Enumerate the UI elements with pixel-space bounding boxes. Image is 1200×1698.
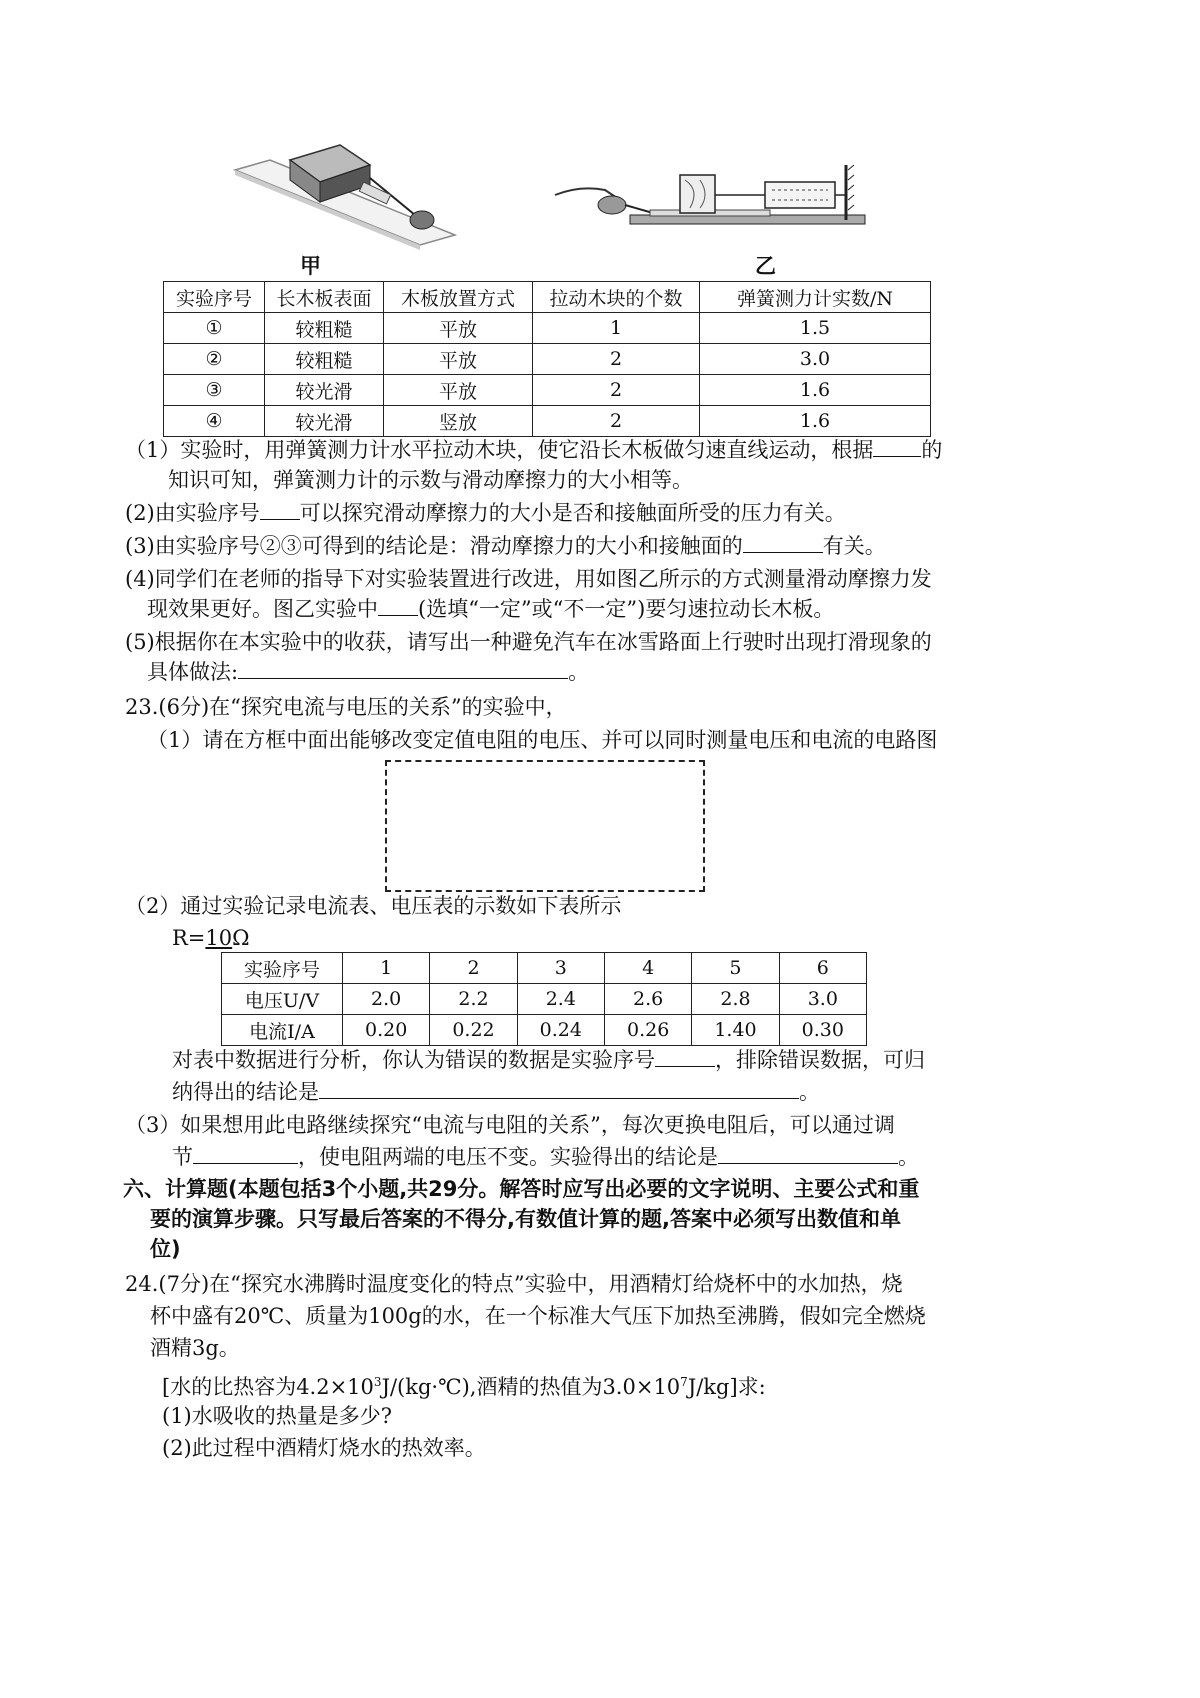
q24-line3: 酒精3g。 [150,1336,240,1360]
q23-p3-text: 节 [172,1145,193,1169]
table-cell: 平放 [384,375,533,406]
table-row [164,375,931,406]
table-row [164,406,931,437]
q23-analysis-line1 [172,1046,925,1074]
answer-blank[interactable] [655,1046,715,1067]
answer-blank[interactable] [260,499,300,520]
q24-sub1: (1)水吸收的热量是多少? [162,1404,393,1428]
q22-part5-line2 [147,658,589,686]
table-cell: 1.40 [692,1015,779,1046]
table-cell: 1.6 [700,375,931,406]
q22-p3-suffix: 有关。 [822,534,886,558]
table-cell: 2 [430,953,517,984]
r-prefix: R= [172,926,206,950]
table-cell: 3 [517,953,604,984]
q24-line2: 杯中盛有20℃、质量为100g的水，在一个标准大气压下加热至沸腾，假如完全燃烧 [150,1304,926,1328]
q22-part5-line1: (5)根据你在本实验中的收获，请写出一种避免汽车在冰雪路面上行驶时出现打滑现象的 [125,630,932,654]
table-cell: 0.30 [779,1015,866,1046]
table-cell: 较粗糙 [265,344,384,375]
q22-part4-line2 [147,595,834,623]
table-row-voltage [222,984,867,1015]
q22-p3-text: (3)由实验序号②③可得到的结论是：滑动摩擦力的大小和接触面的 [125,534,743,558]
r-unit: Ω [232,926,250,950]
table-cell: 5 [692,953,779,984]
table-cell: 2.4 [517,984,604,1015]
answer-blank[interactable] [378,595,418,616]
q22-p5-text: 具体做法: [147,660,239,684]
table-cell: 平放 [384,313,533,344]
given-text-c: J/kg]求: [687,1375,766,1399]
table-cell: 较粗糙 [265,313,384,344]
table-cell: 2 [533,344,700,375]
table-cell: 竖放 [384,406,533,437]
table-cell: ④ [164,406,265,437]
q23-p3-end: 。 [898,1145,919,1169]
q22-part3 [125,532,886,560]
q24-line1: 24.(7分)在“探究水沸腾时温度变化的特点”实验中，用酒精灯给烧杯中的水加热，烧 [125,1272,903,1296]
q23-part3-line2 [172,1143,919,1171]
q22-p1-suffix: 的 [921,438,943,462]
figure-label-yi: 乙 [755,254,776,278]
answer-blank[interactable] [238,658,568,679]
table-cell: 较光滑 [265,406,384,437]
table-cell: 3.0 [779,984,866,1015]
given-exponent: 7 [680,1375,688,1389]
figure-yi-illustration [550,160,870,245]
q23-part3-line1: （3）如果想用此电路继续探究“电流与电阻的关系”，每次更换电阻后，可以通过调 [125,1113,895,1137]
answer-blank[interactable] [743,532,823,553]
table-cell: 1 [533,313,700,344]
q22-part2 [125,499,846,527]
table-row [164,344,931,375]
q22-p4-suffix: (选填“一定”或“不一定”)要匀速拉动长木板。 [418,597,835,621]
table-cell: ② [164,344,265,375]
q22-part1-line1 [125,436,942,464]
figure-jia-illustration [230,140,460,250]
table-cell: ① [164,313,265,344]
section6-header-line3: 位) [150,1237,181,1261]
table-cell: 2.8 [692,984,779,1015]
q22-p1-text: （1）实验时，用弹簧测力计水平拉动木块，使它沿长木板做匀速直线运动，根据 [125,438,874,462]
table-header-cell: 弹簧测力计实数/N [700,282,931,313]
table-header-cell: 拉动木块的个数 [533,282,700,313]
table-cell: 2.0 [343,984,430,1015]
given-exponent: 3 [373,1375,382,1389]
table-row [164,313,931,344]
table-cell: 2.6 [604,984,691,1015]
r-value: 10 [205,926,233,950]
answer-blank[interactable] [718,1143,898,1164]
analysis-conclusion-text: 纳得出的结论是 [172,1080,319,1104]
analysis-text: 对表中数据进行分析，你认为错误的数据是实验序号 [172,1048,655,1072]
q23-part1: （1）请在方框中面出能够改变定值电阻的电压、并可以同时测量电压和电流的电路图 [147,728,938,752]
table-header-row [164,282,931,313]
table-cell: 0.20 [343,1015,430,1046]
table-cell: 平放 [384,344,533,375]
q22-part1-line2: 知识可知，弹簧测力计的示数与滑动摩擦力的大小相等。 [168,468,693,492]
table-row-current [222,1015,867,1046]
table-cell: 0.24 [517,1015,604,1046]
section6-header-line1: 六、计算题(本题包括3个小题,共29分。解答时应写出必要的文字说明、主要公式和重 [123,1177,920,1201]
table-header-cell: 木板放置方式 [384,282,533,313]
given-text-a: [水的比热容为4.2×10 [162,1375,374,1399]
table-cell: 1.6 [700,406,931,437]
table-cell: 2.2 [430,984,517,1015]
table-header-cell: 长木板表面 [265,282,384,313]
table-cell: 0.26 [604,1015,691,1046]
q23-title: 23.(6分)在“探究电流与电压的关系”的实验中， [125,695,567,719]
table-cell: 1 [343,953,430,984]
answer-blank[interactable] [319,1078,799,1099]
table-row-seq [222,953,867,984]
friction-data-table [163,281,931,437]
q23-part2: （2）通过实验记录电流表、电压表的示数如下表所示 [125,894,622,918]
table-header-cell: 实验序号 [164,282,265,313]
q23-analysis-line2 [172,1078,820,1106]
table-cell: 0.22 [430,1015,517,1046]
table-cell: 1.5 [700,313,931,344]
table-cell: 2 [533,406,700,437]
section6-header-line2: 要的演算步骤。只写最后答案的不得分,有数值计算的题,答案中必须写出数值和单 [150,1207,901,1231]
table-row-label: 电流I/A [222,1015,343,1046]
analysis-end: 。 [799,1080,820,1104]
q24-sub2: (2)此过程中酒精灯烧水的热效率。 [162,1436,486,1460]
table-cell: 6 [779,953,866,984]
q22-p2-suffix: 可以探究滑动摩擦力的大小是否和接触面所受的压力有关。 [299,501,846,525]
q22-p5-suffix: 。 [568,660,590,684]
q23-p3-mid: ，使电阻两端的电压不变。实验得出的结论是 [298,1145,718,1169]
circuit-drawing-box[interactable] [385,760,705,892]
table-row-label: 电压U/V [222,984,343,1015]
resistor-value-label [172,924,250,952]
answer-blank[interactable] [873,436,921,457]
figure-label-jia: 甲 [300,254,321,278]
table-row-label: 实验序号 [222,953,343,984]
table-cell: 4 [604,953,691,984]
table-cell: 较光滑 [265,375,384,406]
q22-p2-text: (2)由实验序号 [125,501,260,525]
q24-given-values [162,1368,766,1401]
q22-part4-line1: (4)同学们在老师的指导下对实验装置进行改进，用如图乙所示的方式测量滑动摩擦力发 [125,567,932,591]
table-cell: 2 [533,375,700,406]
table-cell: ③ [164,375,265,406]
analysis-suffix: ，排除错误数据，可归 [715,1048,925,1072]
given-text-b: J/(kg·℃),酒精的热值为3.0×10 [381,1375,681,1399]
current-voltage-table [221,952,867,1046]
q22-p4-text: 现效果更好。图乙实验中 [147,597,378,621]
answer-blank[interactable] [193,1143,298,1164]
table-cell: 3.0 [700,344,931,375]
